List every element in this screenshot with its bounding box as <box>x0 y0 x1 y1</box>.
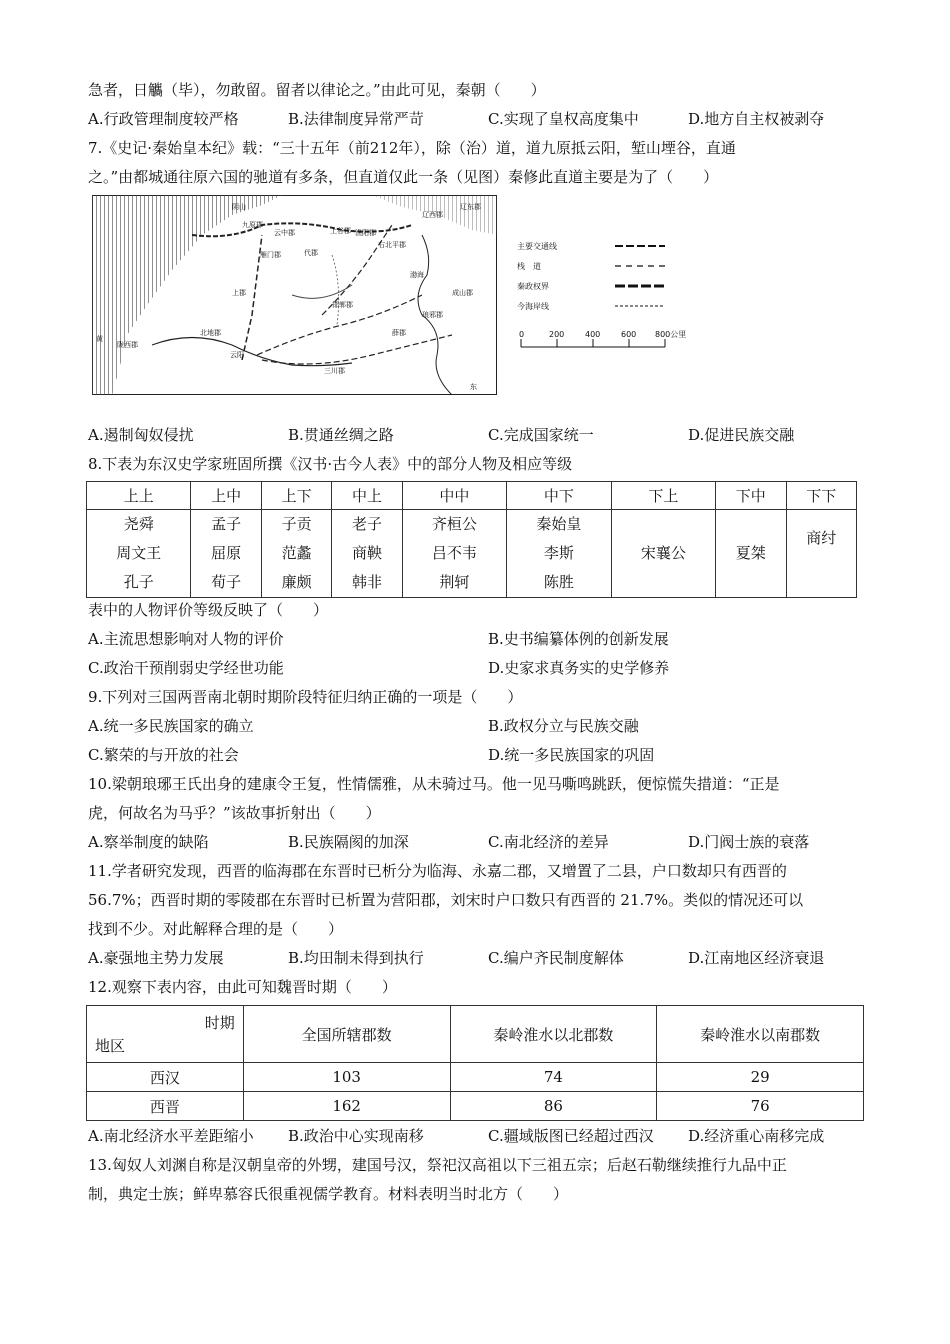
question-6-stem-end: 急者，日觿（毕），勿敢留。留者以律论之。”由此可见，秦朝（ ） <box>88 81 546 99</box>
map-label-sanchuan: 三川郡 <box>324 367 345 375</box>
question-11-stem-line1: 11.学者研究发现，西晋的临海郡在东晋时已析分为临海、永嘉二郡，又增置了二县，户口数却只有西晋的 <box>88 862 787 880</box>
rank-cell-xiazhong <box>716 510 786 598</box>
person: 韩非 <box>351 573 382 591</box>
option-a[interactable]: A.遏制匈奴侵扰 <box>88 426 194 444</box>
person: 屈原 <box>211 544 242 562</box>
option-b[interactable]: B.法律制度异常严苛 <box>288 110 424 128</box>
map-label-beidi: 北地郡 <box>200 329 221 337</box>
option-d[interactable]: D.促进民族交融 <box>688 426 795 444</box>
option-c[interactable]: C.政治干预削弱史学经世功能 <box>88 659 284 677</box>
option-c[interactable]: C.繁荣的与开放的社会 <box>88 746 239 764</box>
rank-cell-shangzhong <box>191 510 261 598</box>
question-7-stem-line1: 7.《史记·秦始皇本纪》载：“三十五年（前212年），除（治）道，道九原抵云阳，堑山堙谷，直通 <box>88 139 736 157</box>
question-12-stem: 12.观察下表内容，由此可知魏晋时期（ ） <box>88 978 397 996</box>
rank-header: 上下 <box>261 482 331 510</box>
rank-header: 中中 <box>402 482 506 510</box>
map-label-dong: 东 <box>470 383 477 391</box>
person: 宋襄公 <box>640 544 686 562</box>
map-label-xue: 薛郡 <box>392 329 406 337</box>
table-cell: 86 <box>450 1092 657 1121</box>
option-b[interactable]: B.政治中心实现南移 <box>288 1127 424 1145</box>
scale-tick-0: 0 <box>519 330 525 339</box>
corner-region: 地区 <box>95 1037 126 1055</box>
map-label-yunyang: 云阳 <box>230 351 244 359</box>
rank-header: 上中 <box>191 482 261 510</box>
person: 子贡 <box>281 515 312 533</box>
map-label-yuyang: 渔阳郡 <box>355 229 376 237</box>
map-label-chengshan: 成山郡 <box>452 289 473 297</box>
option-a[interactable]: A.察举制度的缺陷 <box>88 833 209 851</box>
question-10-options <box>88 832 868 852</box>
map-label-liaoxi: 辽西郡 <box>422 211 443 219</box>
question-8-options-row2 <box>88 658 868 678</box>
option-a[interactable]: A.统一多民族国家的确立 <box>88 717 254 735</box>
rank-cell-shangshang <box>87 510 191 598</box>
table-cell: 74 <box>450 1063 657 1092</box>
map-label-youbeiping: 右北平郡 <box>378 241 406 249</box>
rank-header: 中下 <box>507 482 611 510</box>
person: 商纣 <box>806 529 837 547</box>
option-d[interactable]: D.门阀士族的衰落 <box>688 833 810 851</box>
column-header: 全国所辖郡数 <box>243 1006 450 1063</box>
rank-cell-xiashang <box>611 510 715 598</box>
option-d[interactable]: D.地方自主权被剥夺 <box>688 110 825 128</box>
question-11-stem-line3: 找到不少。对此解释合理的是（ ） <box>88 920 344 938</box>
person: 商鞅 <box>351 544 382 562</box>
person: 李斯 <box>543 544 574 562</box>
option-c[interactable]: C.南北经济的差异 <box>488 833 609 851</box>
question-13-stem-line1: 13.匈奴人刘渊自称是汉朝皇帝的外甥，建国号汉，祭祀汉高祖以下三祖五宗；后赵石勒继续推行九品中正 <box>88 1156 787 1174</box>
map-label-huang: 黄 <box>96 335 103 343</box>
rank-cell-zhongxia <box>507 510 611 598</box>
rank-cell-zhongshang <box>332 510 402 598</box>
person: 老子 <box>351 515 382 533</box>
map-label-shanggu: 上谷郡 <box>330 227 351 235</box>
person: 荀子 <box>211 573 242 591</box>
question-8-options-row1 <box>88 629 868 649</box>
rank-header: 下中 <box>716 482 786 510</box>
question-10-stem-line2: 虎，何故名为马乎？”该故事折射出（ ） <box>88 804 381 822</box>
row-label: 西晋 <box>87 1092 244 1121</box>
person: 夏桀 <box>735 544 766 562</box>
option-c[interactable]: C.疆域版图已经超过西汉 <box>488 1127 654 1145</box>
rank-table-people-row <box>87 510 857 598</box>
question-6-options <box>88 109 868 129</box>
map-label-jiuyuan: 九原郡 <box>242 221 263 229</box>
rank-header: 下上 <box>611 482 715 510</box>
option-a[interactable]: A.行政管理制度较严格 <box>88 110 239 128</box>
option-c[interactable]: C.完成国家统一 <box>488 426 594 444</box>
county-table-header-row <box>87 1006 864 1063</box>
option-b[interactable]: B.史书编纂体例的创新发展 <box>488 630 669 648</box>
table-cell: 76 <box>657 1092 864 1121</box>
rank-table-header-row <box>87 482 857 510</box>
scale-tick-200: 200 <box>549 330 565 339</box>
person: 孔子 <box>123 573 154 591</box>
scale-tick-400: 400 <box>585 330 601 339</box>
map-label-yanmen: 雁门郡 <box>260 251 281 259</box>
option-b[interactable]: B.贯通丝绸之路 <box>288 426 394 444</box>
rank-table <box>86 481 857 598</box>
person: 齐桓公 <box>431 515 477 533</box>
option-d[interactable]: D.统一多民族国家的巩固 <box>488 746 655 764</box>
option-c[interactable]: C.实现了皇权高度集中 <box>488 110 639 128</box>
column-header: 秦岭淮水以北郡数 <box>450 1006 657 1063</box>
rank-cell-shangxia <box>261 510 331 598</box>
table-cell: 103 <box>243 1063 450 1092</box>
option-d[interactable]: D.经济重心南移完成 <box>688 1127 825 1145</box>
question-7-stem-line2: 之。”由都城通往原六国的驰道有多条，但直道仅此一条（见图）秦修此直道主要是为了（ ） <box>88 168 719 186</box>
option-d[interactable]: D.江南地区经济衰退 <box>688 949 825 967</box>
map-label-liaodong: 辽东郡 <box>460 203 481 211</box>
corner-period: 时期 <box>204 1014 235 1032</box>
option-c[interactable]: C.编户齐民制度解体 <box>488 949 624 967</box>
question-11-options <box>88 948 868 968</box>
question-9-options-row1 <box>88 716 868 736</box>
question-9-stem: 9.下列对三国两晋南北朝时期阶段特征归纳正确的一项是（ ） <box>88 688 523 706</box>
option-b[interactable]: B.民族隔阂的加深 <box>288 833 409 851</box>
rank-cell-xiaxia <box>786 510 857 598</box>
person: 荆轲 <box>439 573 470 591</box>
rank-header: 上上 <box>87 482 191 510</box>
table-cell: 162 <box>243 1092 450 1121</box>
map-label-shangjun: 上郡 <box>232 289 246 297</box>
legend-main-road: 主要交通线 <box>517 242 557 251</box>
column-header: 秦岭淮水以南郡数 <box>657 1006 864 1063</box>
map-label-yinshan: 阴山 <box>232 203 246 211</box>
person: 尧舜 <box>123 515 154 533</box>
map-label-longxi: 陇西郡 <box>117 341 138 349</box>
qin-direct-road-map <box>92 195 497 395</box>
option-a[interactable]: A.南北经济水平差距缩小 <box>88 1127 254 1145</box>
question-8-stem: 8.下表为东汉史学家班固所撰《汉书·古今人表》中的部分人物及相应等级 <box>88 455 573 473</box>
question-13-stem-line2: 制，典定士族；鲜卑慕容氏很重视儒学教育。材料表明当时北方（ ） <box>88 1185 569 1203</box>
map-label-langye: 琅邪郡 <box>422 311 443 319</box>
question-9-options-row2 <box>88 745 868 765</box>
question-11-stem-line2: 56.7%；西晋时期的零陵郡在东晋时已析置为营阳郡，刘宋时户口数只有西晋的 21.7%。类似的情况还可以 <box>88 891 804 909</box>
county-table <box>86 1005 864 1121</box>
person: 吕不韦 <box>431 544 477 562</box>
legend-plank-road: 栈 道 <box>517 262 541 271</box>
option-d[interactable]: D.史家求真务实的史学修养 <box>488 659 670 677</box>
person: 秦始皇 <box>536 515 582 533</box>
legend-qin-border: 秦政权界 <box>517 282 549 291</box>
rank-header: 中上 <box>332 482 402 510</box>
map-label-yunzhong: 云中郡 <box>274 229 295 237</box>
question-7-options <box>88 425 868 445</box>
row-label: 西汉 <box>87 1063 244 1092</box>
table-row <box>87 1092 864 1121</box>
rank-cell-zhongzhong <box>402 510 506 598</box>
map-label-dai: 代郡 <box>304 249 318 257</box>
scale-tick-800: 800公里 <box>655 330 687 339</box>
option-a[interactable]: A.豪强地主势力发展 <box>88 949 224 967</box>
map-label-handan: 邯郸郡 <box>332 301 353 309</box>
person: 范蠡 <box>281 544 312 562</box>
option-b[interactable]: B.政权分立与民族交融 <box>488 717 639 735</box>
question-12-options <box>88 1126 868 1146</box>
option-b[interactable]: B.均田制未得到执行 <box>288 949 424 967</box>
map-legend <box>515 235 715 355</box>
person: 陈胜 <box>543 573 574 591</box>
person: 周文王 <box>116 544 162 562</box>
map-label-bohai: 渤海 <box>410 271 424 279</box>
table-row <box>87 1063 864 1092</box>
option-a[interactable]: A.主流思想影响对人物的评价 <box>88 630 284 648</box>
question-10-stem-line1: 10.梁朝琅琊王氏出身的建康令王复，性情儒雅，从未骑过马。他一见马嘶鸣跳跃，便惊慌失措道：“正是 <box>88 775 780 793</box>
person: 孟子 <box>211 515 242 533</box>
scale-bar <box>519 330 686 347</box>
rank-header: 下下 <box>786 482 857 510</box>
corner-cell <box>87 1006 244 1063</box>
scale-tick-600: 600 <box>621 330 637 339</box>
person: 廉颇 <box>281 573 312 591</box>
table-cell: 29 <box>657 1063 864 1092</box>
question-8-stem-end: 表中的人物评价等级反映了（ ） <box>88 601 329 619</box>
legend-coastline: 今海岸线 <box>517 302 549 311</box>
